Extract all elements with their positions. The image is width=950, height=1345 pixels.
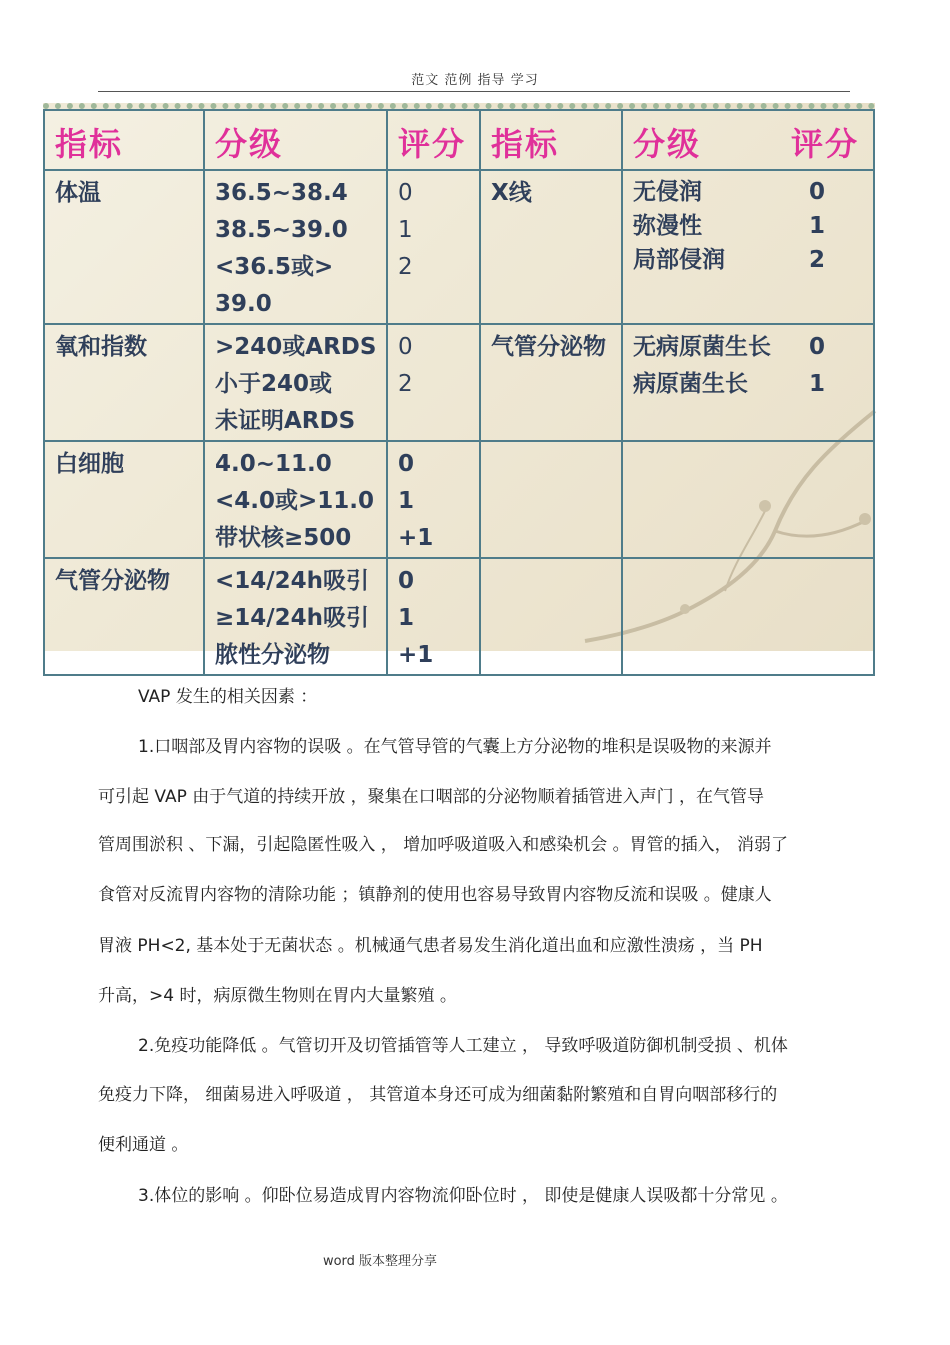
header-grade-right: 分级 — [633, 125, 702, 163]
grade-line: 4.0~11.0 — [215, 451, 332, 477]
item-score: 1 — [808, 213, 825, 239]
body-line: 食管对反流胃内容物的清除功能 ；镇静剂的使用也容易导致胃内容物反流和误吸 。健康人 — [98, 885, 772, 905]
row-index: 白细胞 — [44, 441, 204, 558]
body-line: 1.口咽部及胃内容物的误吸 。在气管导管的气囊上方分泌物的堆积是误吸物的来源并 — [138, 737, 772, 757]
grade-line: >240或ARDS — [215, 334, 377, 360]
body-line: 升高，>4 时，病原微生物则在胃内大量繁殖 。 — [98, 986, 457, 1006]
grade-line: <4.0或>11.0 — [215, 488, 375, 514]
score-line: 2 — [398, 254, 413, 280]
body-line: 2.免疫功能降低 。气管切开及切管插管等人工建立 ， 导致呼吸道防御机制受损 、机体 — [138, 1036, 788, 1056]
row-index: 氧和指数 — [44, 324, 204, 441]
grade-line: <36.5或> — [215, 254, 334, 280]
body-line: 便利通道 。 — [98, 1135, 189, 1155]
row-index: 气管分泌物 — [44, 558, 204, 675]
page-footer: word 版本整理分享 — [322, 1254, 438, 1269]
grade-line: 脓性分泌物 — [215, 642, 330, 668]
item-grade: 无侵润 — [633, 179, 702, 205]
score-line: 1 — [398, 488, 415, 514]
item-score: 2 — [808, 247, 825, 273]
item-score: 1 — [808, 371, 825, 397]
header-index-left: 指标 — [44, 110, 204, 170]
item-grade: 无病原菌生长 — [633, 334, 771, 360]
score-line: 0 — [398, 334, 413, 360]
item-grade: 病原菌生长 — [633, 371, 748, 397]
grade-line: <14/24h吸引 — [215, 568, 370, 594]
header-score-right: 评分 — [790, 125, 859, 163]
score-line: 1 — [398, 217, 413, 243]
grade-line: 带状核≥500 — [215, 525, 352, 551]
body-line: 可引起 VAP 由于气道的持续开放 ，聚集在口咽部的分泌物顺着插管进入声门 ，在气管导 — [98, 787, 765, 807]
grade-line: 小于240或 — [215, 371, 333, 397]
score-line: +1 — [398, 642, 434, 668]
header-score-left: 评分 — [387, 110, 480, 170]
body-line: 管周围淤积 、下漏，引起隐匿性吸入 ， 增加呼吸道吸入和感染机会 。胃管的插入， 消弱了 — [98, 835, 789, 855]
score-line: 2 — [398, 371, 413, 397]
row-index: 体温 — [44, 170, 204, 324]
row-index-right: 气管分泌物 — [480, 324, 622, 441]
grade-line: ≥14/24h吸引 — [215, 605, 370, 631]
body-line: 免疫力下降， 细菌易进入呼吸道 ， 其管道本身还可成为细菌黏附繁殖和自胃向咽部移行的 — [98, 1085, 778, 1105]
body-line: 3.体位的影响 。仰卧位易造成胃内容物流仰卧位时 ， 即使是健康人误吸都十分常见 。 — [138, 1186, 788, 1206]
score-line: 0 — [398, 451, 415, 477]
score-line: 0 — [398, 180, 413, 206]
grade-line: 未证明ARDS — [215, 408, 356, 434]
item-grade: 弥漫性 — [633, 213, 702, 239]
grade-line: 38.5~39.0 — [215, 217, 348, 243]
row-index-right: X线 — [480, 170, 622, 324]
header-index-right: 指标 — [480, 110, 622, 170]
header-grade-left: 分级 — [204, 110, 387, 170]
body-text — [98, 0, 850, 1345]
item-score: 0 — [808, 179, 825, 205]
score-line: +1 — [398, 525, 434, 551]
item-grade: 局部侵润 — [633, 247, 725, 273]
score-line: 1 — [398, 605, 415, 631]
header-text: 范文 范例 指导 学习 — [411, 73, 539, 88]
body-line: 胃液 PH<2, 基本处于无菌状态 。机械通气患者易发生消化道出血和应激性溃疡 ，当 PH — [98, 936, 763, 956]
score-line: 0 — [398, 568, 415, 594]
body-line: VAP 发生的相关因素 ： — [138, 687, 318, 707]
grade-line: 36.5~38.4 — [215, 180, 348, 206]
item-score: 0 — [808, 334, 825, 360]
grade-line: 39.0 — [215, 291, 272, 317]
